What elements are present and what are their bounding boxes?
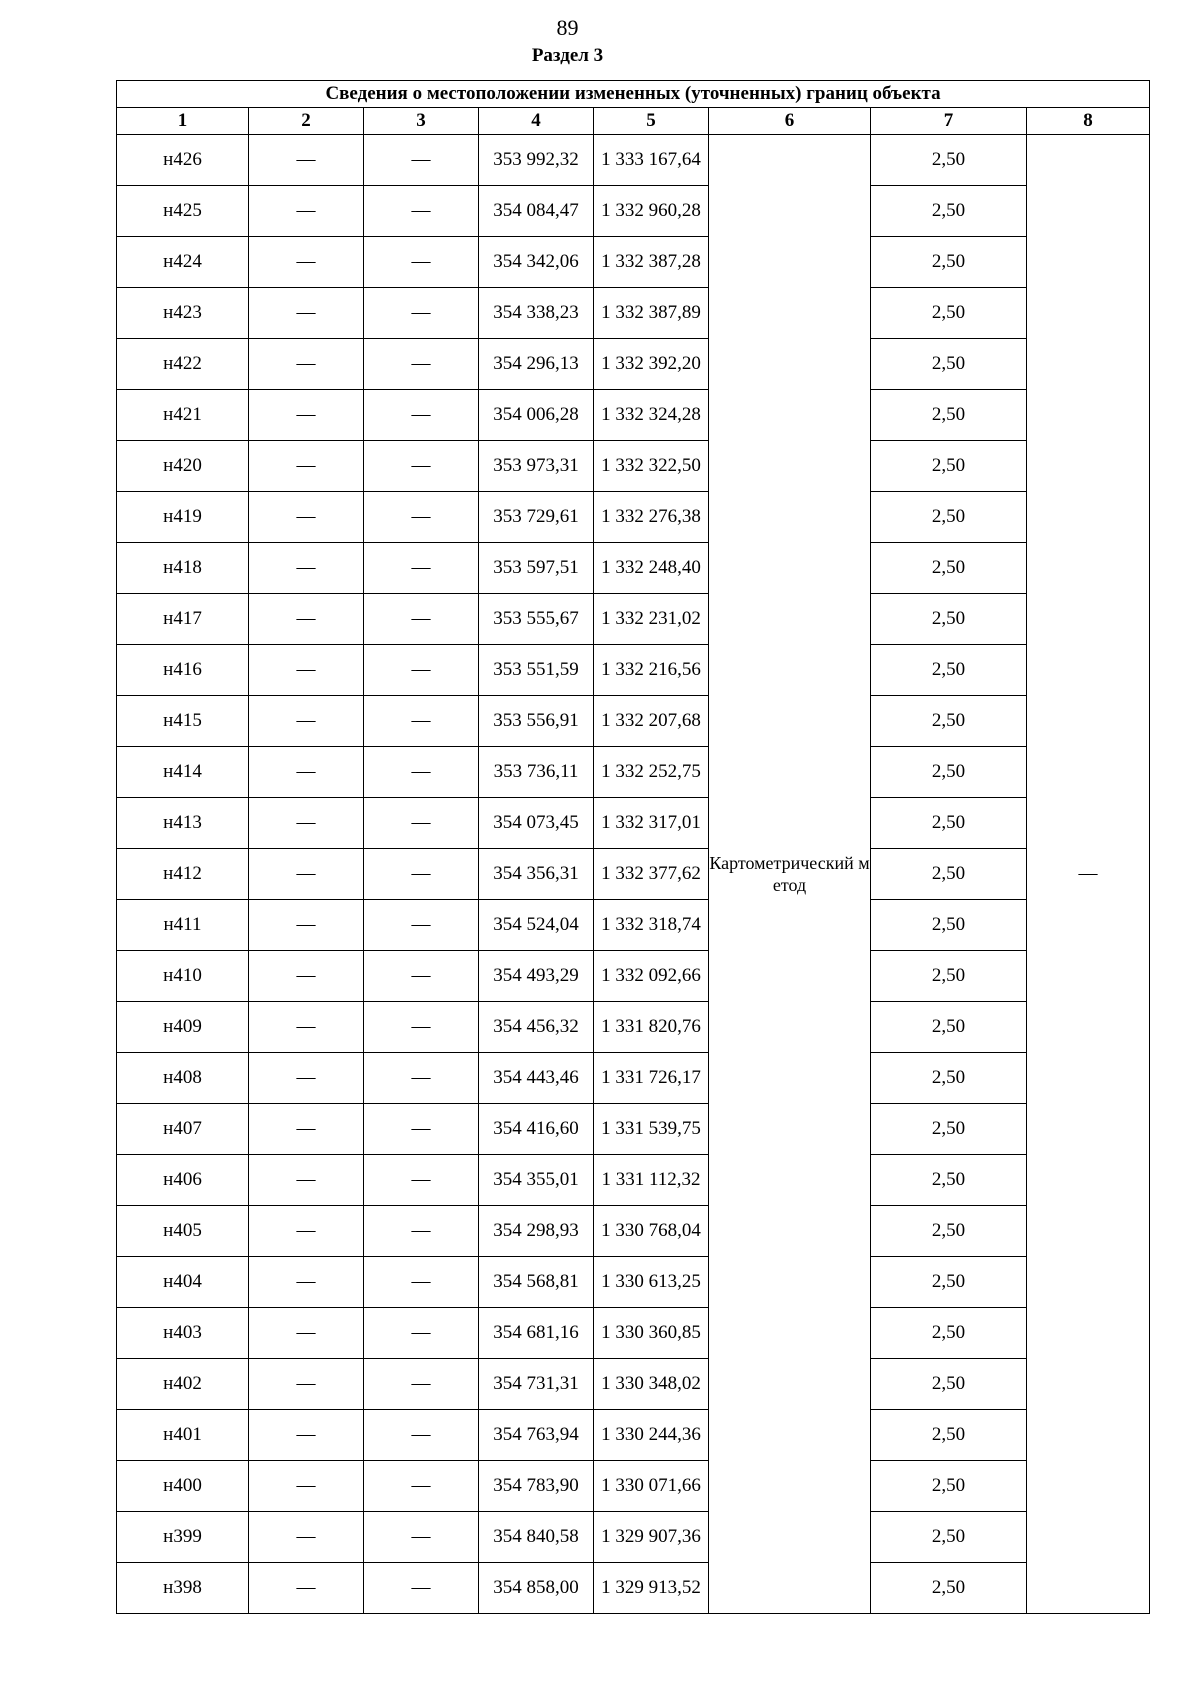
table-row: [117, 645, 1150, 696]
method-cell: Картометрический метод: [709, 135, 871, 1614]
x-coordinate: 353 992,32: [479, 135, 594, 186]
column-2-value: —: [249, 696, 364, 747]
column-3-value: —: [364, 1512, 479, 1563]
point-label: н405: [117, 1206, 249, 1257]
table-row: [117, 441, 1150, 492]
accuracy-value: 2,50: [871, 492, 1027, 543]
accuracy-value: 2,50: [871, 951, 1027, 1002]
column-3-value: —: [364, 1002, 479, 1053]
accuracy-value: 2,50: [871, 594, 1027, 645]
column-3-value: —: [364, 441, 479, 492]
column-2-value: —: [249, 951, 364, 1002]
y-coordinate: 1 332 387,89: [594, 288, 709, 339]
x-coordinate: 353 973,31: [479, 441, 594, 492]
table-row: [117, 390, 1150, 441]
x-coordinate: 353 555,67: [479, 594, 594, 645]
column-2-value: —: [249, 237, 364, 288]
x-coordinate: 353 729,61: [479, 492, 594, 543]
table-row: [117, 951, 1150, 1002]
column-3-value: —: [364, 951, 479, 1002]
point-label: н415: [117, 696, 249, 747]
y-coordinate: 1 330 613,25: [594, 1257, 709, 1308]
column-2-value: —: [249, 849, 364, 900]
boundary-coordinates-table: [116, 80, 1150, 1614]
x-coordinate: 354 342,06: [479, 237, 594, 288]
y-coordinate: 1 332 216,56: [594, 645, 709, 696]
table-row: [117, 1104, 1150, 1155]
point-label: н416: [117, 645, 249, 696]
point-label: н417: [117, 594, 249, 645]
column-2-value: —: [249, 1104, 364, 1155]
x-coordinate: 354 356,31: [479, 849, 594, 900]
column-3-value: —: [364, 594, 479, 645]
table-row: [117, 1002, 1150, 1053]
point-label: н419: [117, 492, 249, 543]
y-coordinate: 1 330 768,04: [594, 1206, 709, 1257]
x-coordinate: 354 006,28: [479, 390, 594, 441]
point-label: н407: [117, 1104, 249, 1155]
table-row: [117, 900, 1150, 951]
point-label: н423: [117, 288, 249, 339]
y-coordinate: 1 330 360,85: [594, 1308, 709, 1359]
column-3-value: —: [364, 798, 479, 849]
column-2-value: —: [249, 900, 364, 951]
table-row: [117, 594, 1150, 645]
page-number: 89: [556, 15, 579, 40]
accuracy-value: 2,50: [871, 237, 1027, 288]
column-3-value: —: [364, 1359, 479, 1410]
x-coordinate: 354 296,13: [479, 339, 594, 390]
table-caption: Сведения о местоположении измененных (уточненных) границ объекта: [117, 81, 1150, 108]
column-3-value: —: [364, 1308, 479, 1359]
x-coordinate: 353 551,59: [479, 645, 594, 696]
y-coordinate: 1 331 539,75: [594, 1104, 709, 1155]
point-label: н422: [117, 339, 249, 390]
y-coordinate: 1 332 317,01: [594, 798, 709, 849]
accuracy-value: 2,50: [871, 1053, 1027, 1104]
column-2-value: —: [249, 1461, 364, 1512]
point-label: н426: [117, 135, 249, 186]
column-2-value: —: [249, 1257, 364, 1308]
y-coordinate: 1 332 207,68: [594, 696, 709, 747]
point-label: н406: [117, 1155, 249, 1206]
accuracy-value: 2,50: [871, 696, 1027, 747]
y-coordinate: 1 332 377,62: [594, 849, 709, 900]
y-coordinate: 1 332 318,74: [594, 900, 709, 951]
y-coordinate: 1 332 392,20: [594, 339, 709, 390]
table-row: [117, 1257, 1150, 1308]
column-2-value: —: [249, 543, 364, 594]
column-2-value: —: [249, 186, 364, 237]
table-row: [117, 135, 1150, 186]
point-label: н399: [117, 1512, 249, 1563]
y-coordinate: 1 332 252,75: [594, 747, 709, 798]
column-2-value: —: [249, 441, 364, 492]
table-row: [117, 1512, 1150, 1563]
column-2-value: —: [249, 1410, 364, 1461]
table-row: [117, 543, 1150, 594]
accuracy-value: 2,50: [871, 1461, 1027, 1512]
column-2-value: —: [249, 1002, 364, 1053]
x-coordinate: 354 298,93: [479, 1206, 594, 1257]
x-coordinate: 354 840,58: [479, 1512, 594, 1563]
accuracy-value: 2,50: [871, 1410, 1027, 1461]
table-row: [117, 849, 1150, 900]
column-3-value: —: [364, 1461, 479, 1512]
column-number-7: 7: [871, 108, 1027, 135]
column-3-value: —: [364, 900, 479, 951]
column-3-value: —: [364, 543, 479, 594]
point-label: н403: [117, 1308, 249, 1359]
column-number-5: 5: [594, 108, 709, 135]
column-2-value: —: [249, 135, 364, 186]
column-3-value: —: [364, 1104, 479, 1155]
table-row: [117, 339, 1150, 390]
table-row: [117, 1359, 1150, 1410]
x-coordinate: 354 493,29: [479, 951, 594, 1002]
y-coordinate: 1 332 092,66: [594, 951, 709, 1002]
table-row: [117, 1308, 1150, 1359]
y-coordinate: 1 332 387,28: [594, 237, 709, 288]
column-2-value: —: [249, 492, 364, 543]
table-row: [117, 1410, 1150, 1461]
accuracy-value: 2,50: [871, 1002, 1027, 1053]
y-coordinate: 1 330 071,66: [594, 1461, 709, 1512]
y-coordinate: 1 331 112,32: [594, 1155, 709, 1206]
accuracy-value: 2,50: [871, 849, 1027, 900]
column-2-value: —: [249, 1563, 364, 1614]
point-label: н401: [117, 1410, 249, 1461]
accuracy-value: 2,50: [871, 1563, 1027, 1614]
column-2-value: —: [249, 288, 364, 339]
y-coordinate: 1 332 960,28: [594, 186, 709, 237]
point-label: н418: [117, 543, 249, 594]
column-number-2: 2: [249, 108, 364, 135]
table-row: [117, 1461, 1150, 1512]
x-coordinate: 354 681,16: [479, 1308, 594, 1359]
accuracy-value: 2,50: [871, 186, 1027, 237]
table-row: [117, 696, 1150, 747]
column-3-value: —: [364, 1410, 479, 1461]
column-3-value: —: [364, 1563, 479, 1614]
x-coordinate: 354 763,94: [479, 1410, 594, 1461]
accuracy-value: 2,50: [871, 543, 1027, 594]
point-label: н410: [117, 951, 249, 1002]
y-coordinate: 1 332 231,02: [594, 594, 709, 645]
column-number-6: 6: [709, 108, 871, 135]
accuracy-value: 2,50: [871, 390, 1027, 441]
point-label: н398: [117, 1563, 249, 1614]
point-label: н420: [117, 441, 249, 492]
y-coordinate: 1 332 248,40: [594, 543, 709, 594]
x-coordinate: 354 783,90: [479, 1461, 594, 1512]
column-3-value: —: [364, 645, 479, 696]
column-3-value: —: [364, 339, 479, 390]
table-row: [117, 492, 1150, 543]
column-number-1: 1: [117, 108, 249, 135]
accuracy-value: 2,50: [871, 1359, 1027, 1410]
column-3-value: —: [364, 849, 479, 900]
point-label: н413: [117, 798, 249, 849]
table-body: [117, 135, 1150, 1614]
column-2-value: —: [249, 1359, 364, 1410]
point-label: н425: [117, 186, 249, 237]
column-3-value: —: [364, 1257, 479, 1308]
accuracy-value: 2,50: [871, 645, 1027, 696]
column-3-value: —: [364, 288, 479, 339]
column-2-value: —: [249, 1053, 364, 1104]
x-coordinate: 354 524,04: [479, 900, 594, 951]
column-3-value: —: [364, 696, 479, 747]
y-coordinate: 1 331 726,17: [594, 1053, 709, 1104]
x-coordinate: 354 355,01: [479, 1155, 594, 1206]
point-label: н404: [117, 1257, 249, 1308]
accuracy-value: 2,50: [871, 798, 1027, 849]
accuracy-value: 2,50: [871, 1257, 1027, 1308]
accuracy-value: 2,50: [871, 747, 1027, 798]
table-row: [117, 1155, 1150, 1206]
x-coordinate: 354 731,31: [479, 1359, 594, 1410]
section-title: Раздел 3: [531, 45, 604, 66]
accuracy-value: 2,50: [871, 135, 1027, 186]
accuracy-value: 2,50: [871, 1512, 1027, 1563]
column-2-value: —: [249, 645, 364, 696]
point-label: н402: [117, 1359, 249, 1410]
y-coordinate: 1 329 907,36: [594, 1512, 709, 1563]
accuracy-value: 2,50: [871, 1206, 1027, 1257]
column-3-value: —: [364, 492, 479, 543]
accuracy-value: 2,50: [871, 900, 1027, 951]
table-row: [117, 747, 1150, 798]
table-row: [117, 1563, 1150, 1614]
column-2-value: —: [249, 1155, 364, 1206]
x-coordinate: 354 338,23: [479, 288, 594, 339]
table-row: [117, 186, 1150, 237]
point-label: н421: [117, 390, 249, 441]
table-row: [117, 237, 1150, 288]
accuracy-value: 2,50: [871, 288, 1027, 339]
x-coordinate: 354 568,81: [479, 1257, 594, 1308]
y-coordinate: 1 332 324,28: [594, 390, 709, 441]
column-3-value: —: [364, 1155, 479, 1206]
accuracy-value: 2,50: [871, 339, 1027, 390]
accuracy-value: 2,50: [871, 1308, 1027, 1359]
y-coordinate: 1 332 322,50: [594, 441, 709, 492]
point-label: н400: [117, 1461, 249, 1512]
column-3-value: —: [364, 186, 479, 237]
column-2-value: —: [249, 1206, 364, 1257]
column-3-value: —: [364, 1206, 479, 1257]
y-coordinate: 1 329 913,52: [594, 1563, 709, 1614]
x-coordinate: 354 858,00: [479, 1563, 594, 1614]
column-8-value: —: [1027, 135, 1150, 1614]
column-2-value: —: [249, 798, 364, 849]
table-row: [117, 798, 1150, 849]
y-coordinate: 1 333 167,64: [594, 135, 709, 186]
point-label: н409: [117, 1002, 249, 1053]
accuracy-value: 2,50: [871, 441, 1027, 492]
column-3-value: —: [364, 135, 479, 186]
x-coordinate: 354 084,47: [479, 186, 594, 237]
point-label: н408: [117, 1053, 249, 1104]
table-row: [117, 1053, 1150, 1104]
table-row: [117, 288, 1150, 339]
point-label: н411: [117, 900, 249, 951]
column-3-value: —: [364, 747, 479, 798]
x-coordinate: 353 736,11: [479, 747, 594, 798]
point-label: н414: [117, 747, 249, 798]
x-coordinate: 353 556,91: [479, 696, 594, 747]
column-2-value: —: [249, 747, 364, 798]
column-number-8: 8: [1027, 108, 1150, 135]
column-number-3: 3: [364, 108, 479, 135]
x-coordinate: 353 597,51: [479, 543, 594, 594]
column-2-value: —: [249, 594, 364, 645]
column-number-4: 4: [479, 108, 594, 135]
column-3-value: —: [364, 1053, 479, 1104]
column-2-value: —: [249, 1308, 364, 1359]
y-coordinate: 1 330 244,36: [594, 1410, 709, 1461]
accuracy-value: 2,50: [871, 1155, 1027, 1206]
y-coordinate: 1 330 348,02: [594, 1359, 709, 1410]
table-row: [117, 1206, 1150, 1257]
column-2-value: —: [249, 1512, 364, 1563]
y-coordinate: 1 332 276,38: [594, 492, 709, 543]
accuracy-value: 2,50: [871, 1104, 1027, 1155]
x-coordinate: 354 456,32: [479, 1002, 594, 1053]
y-coordinate: 1 331 820,76: [594, 1002, 709, 1053]
point-label: н424: [117, 237, 249, 288]
x-coordinate: 354 416,60: [479, 1104, 594, 1155]
x-coordinate: 354 443,46: [479, 1053, 594, 1104]
point-label: н412: [117, 849, 249, 900]
column-2-value: —: [249, 339, 364, 390]
column-3-value: —: [364, 237, 479, 288]
x-coordinate: 354 073,45: [479, 798, 594, 849]
column-3-value: —: [364, 390, 479, 441]
column-2-value: —: [249, 390, 364, 441]
